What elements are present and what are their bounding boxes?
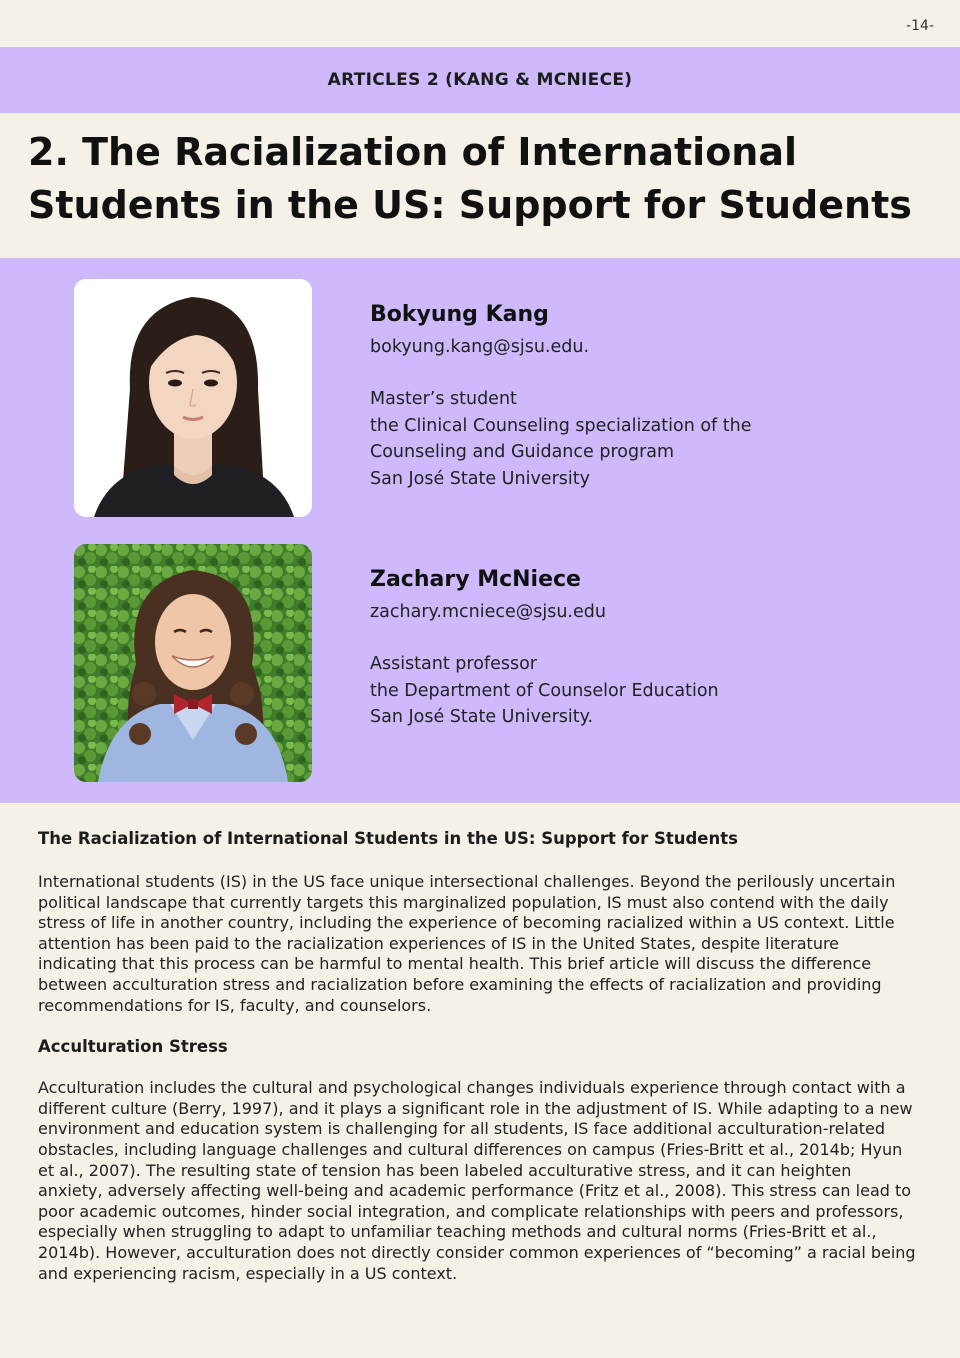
title-line-1: 2. The Racialization of International	[28, 130, 798, 174]
author-program: Counseling and Guidance program	[370, 442, 675, 462]
title-line-2: Students in the US: Support for Students	[28, 183, 912, 227]
author-name: Zachary McNiece	[370, 567, 581, 592]
authors-section	[0, 258, 960, 803]
article-body	[38, 826, 918, 1304]
section-header-bar	[0, 47, 960, 113]
author-program: the Clinical Counseling specialization of the	[370, 415, 752, 436]
author-card-mcniece	[370, 565, 930, 731]
author-name: Bokyung Kang	[370, 302, 549, 327]
page-number: -14-	[906, 18, 934, 34]
intro-paragraph: International students (IS) in the US face unique intersectional challenges. Beyond the perilously uncertain political landscape that currently targets this marginalized population, IS must also contend with the daily stress of life in another country, including the experience of becoming racialized within a US context. Little attention has been paid to the racialization experiences of IS in the United States, despite literature indicating that this process can be harmful to mental health. This brief article will discuss the difference between acculturation stress and racialization before examining the effects of racialization and providing recommendations for IS, faculty, and counselors.	[38, 872, 896, 1015]
author-university: San José State University.	[370, 707, 594, 727]
author-card-kang	[370, 300, 930, 492]
section-subheading: Acculturation Stress	[38, 1037, 228, 1057]
author-photo-kang	[74, 279, 312, 517]
article-heading: The Racialization of International Students in the US: Support for Students	[38, 829, 738, 848]
portrait-image	[74, 544, 312, 782]
author-university: San José State University	[370, 468, 590, 489]
section-label: ARTICLES 2 (KANG & MCNIECE)	[327, 70, 633, 90]
portrait-image	[74, 279, 312, 517]
author-email: bokyung.kang@sjsu.edu.	[370, 337, 590, 357]
author-role: Assistant professor	[370, 654, 537, 674]
author-department: the Department of Counselor Education	[370, 680, 719, 701]
author-email: zachary.mcniece@sjsu.edu	[370, 602, 606, 622]
author-photo-mcniece	[74, 544, 312, 782]
acculturation-paragraph: Acculturation includes the cultural and psychological changes individuals experience through contact with a different culture (Berry, 1997), and it plays a significant role in the adjustment of IS. While adapting to a new environment and education system is challenging for all students, IS face additional acculturation-related obstacles, including language challenges and cultural differences on campus (Fries-Britt et al., 2014b; Hyun et al., 2007). The resulting state of tension has been labeled acculturative stress, and it can heighten anxiety, adversely affecting well-being and academic performance (Fritz et al., 2008). This stress can lead to poor academic outcomes, hinder social integration, and complicate relationships with peers and professors, especially when struggling to adapt to unfamiliar teaching methods and cultural norms (Fries-Britt et al., 2014b). However, acculturation does not directly consider common experiences of “becoming” a racial being and experiencing racism, especially in a US context.	[38, 1078, 916, 1283]
article-title	[28, 126, 928, 232]
author-role: Master’s student	[370, 389, 517, 409]
